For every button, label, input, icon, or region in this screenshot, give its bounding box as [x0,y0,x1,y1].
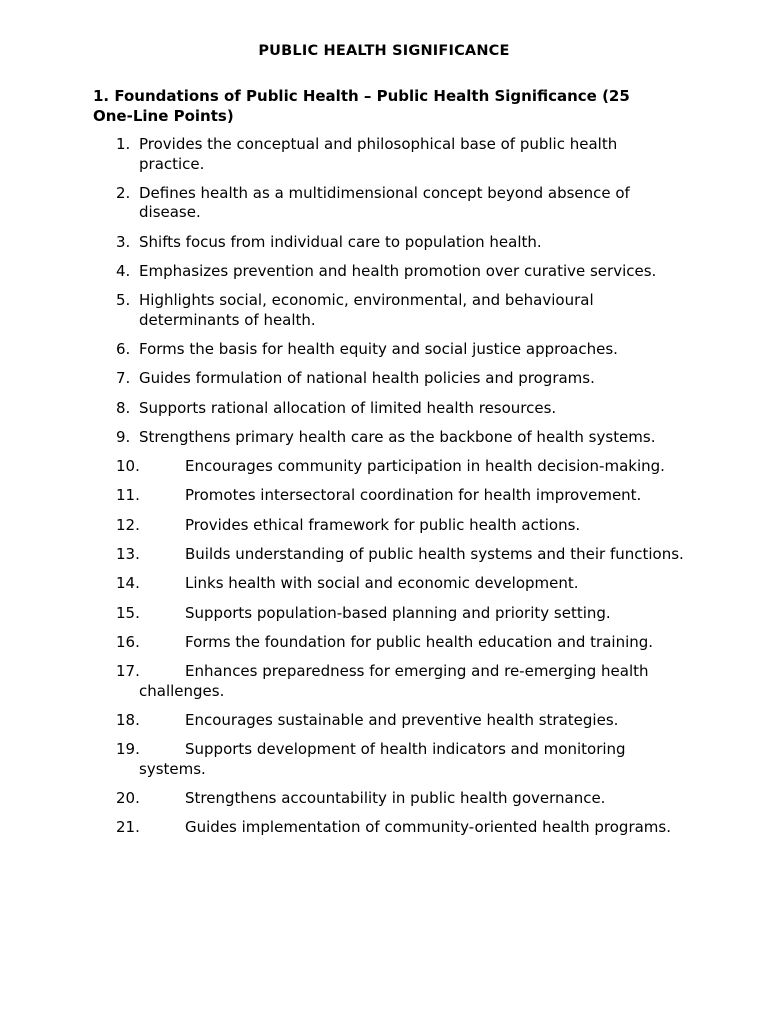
list-item-number: 2. [116,183,131,202]
list-item [0,399,684,419]
list-item-number: 19. [116,740,140,759]
list-item-text: Supports rational allocation of limited health resources. [139,398,557,417]
list-item [0,233,684,253]
list-item [0,516,684,536]
list-item-text: Encourages community participation in health decision-making. [185,457,665,476]
list-item-number: 4. [116,261,131,280]
list-item [0,135,684,174]
list-item [0,457,684,477]
list-item-text: Guides formulation of national health policies and programs. [139,369,595,388]
page-title: PUBLIC HEALTH SIGNIFICANCE [258,43,510,59]
significance-point-list [0,135,768,848]
list-item-text: Highlights social, economic, environmental, and behavioural determinants of health. [139,291,594,329]
list-item-number: 16. [116,632,140,651]
list-item-number: 12. [116,515,140,534]
list-item [0,604,684,624]
list-item [0,711,684,731]
list-item-number: 15. [116,603,140,622]
list-item-text: Forms the foundation for public health education and training. [185,632,654,651]
list-item-number: 14. [116,574,140,593]
list-item-number: 1. [116,135,131,153]
list-item [0,369,684,389]
list-item-text: Forms the basis for health equity and social justice approaches. [139,339,618,358]
list-item [0,428,684,448]
list-item-text: Defines health as a multidimensional concept beyond absence of disease. [139,183,630,222]
list-item [0,184,684,223]
list-item [0,818,684,838]
list-item-number: 21. [116,818,140,837]
list-item-text: Supports population-based planning and priority setting. [185,603,611,622]
list-item-number: 18. [116,711,140,730]
list-item-text: Encourages sustainable and preventive health strategies. [185,711,619,730]
list-item-number: 17. [116,662,140,681]
list-item-text: Shifts focus from individual care to population health. [139,232,542,251]
list-item [0,789,684,809]
list-item [0,262,684,282]
list-item-text: Emphasizes prevention and health promotion over curative services. [139,261,657,280]
list-item-number: 9. [116,427,131,446]
list-item-number: 13. [116,545,140,564]
list-item-text: Enhances preparedness for emerging and re-emerging health challenges. [139,662,649,700]
list-item-number: 6. [116,339,131,358]
list-item [0,340,684,360]
list-item-text: Strengthens accountability in public health governance. [185,789,606,808]
list-item [0,545,684,565]
list-item-text: Guides implementation of community-oriented health programs. [185,818,671,837]
list-item-text: Provides ethical framework for public health actions. [185,515,581,534]
list-item-number: 10. [116,457,140,476]
list-item-text: Links health with social and economic development. [185,574,579,593]
section-heading: 1. Foundations of Public Health – Public Health Significance (25 One-Line Points) [93,87,630,125]
list-item-text: Promotes intersectoral coordination for health improvement. [185,486,642,505]
list-item-number: 8. [116,398,131,417]
list-item-text: Provides the conceptual and philosophical base of public health practice. [139,135,618,173]
list-item [0,486,684,506]
list-item-number: 11. [116,486,140,505]
list-item [0,574,684,594]
list-item-number: 5. [116,291,131,310]
list-item [0,740,684,779]
list-item-text: Strengthens primary health care as the backbone of health systems. [139,427,656,446]
list-item-number: 7. [116,369,131,388]
list-item-number: 3. [116,232,131,251]
list-item-number: 20. [116,789,140,808]
list-item-text: Builds understanding of public health systems and their functions. [185,545,684,564]
list-item [0,291,684,330]
list-item [0,633,684,653]
list-item-text: Supports development of health indicators and monitoring systems. [139,740,626,778]
list-item [0,662,684,701]
